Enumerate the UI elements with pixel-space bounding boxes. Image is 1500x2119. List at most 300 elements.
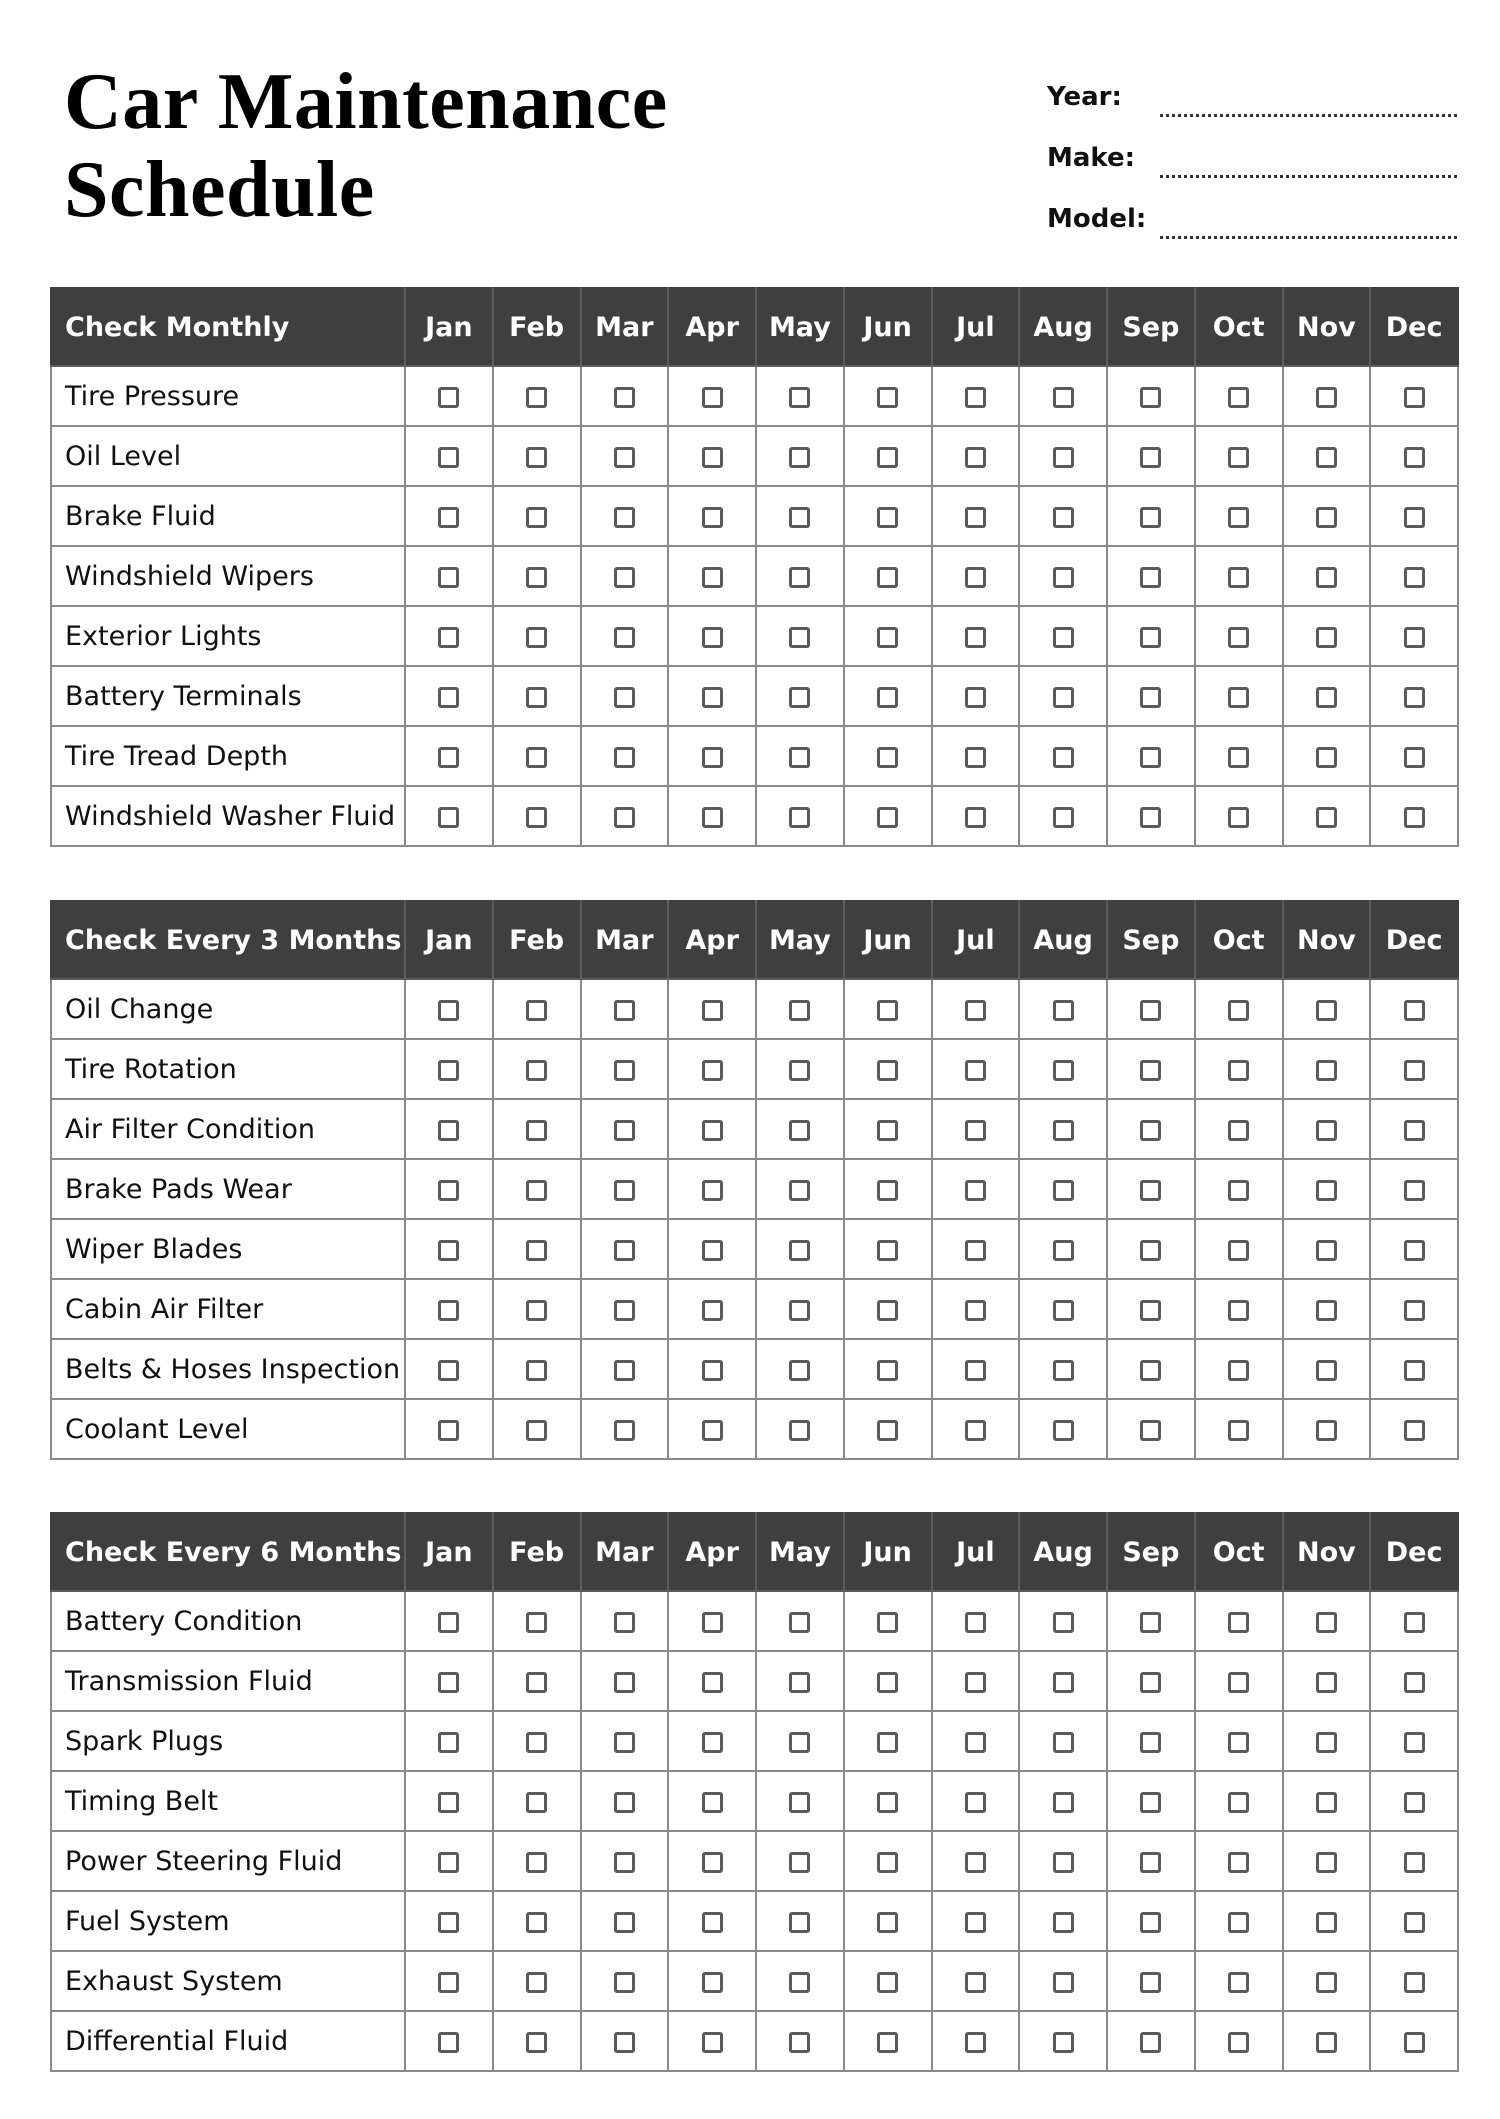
checkbox-oct[interactable] <box>1228 1180 1249 1201</box>
checkbox-aug[interactable] <box>1053 567 1074 588</box>
check-cell <box>668 486 756 546</box>
checkbox-aug[interactable] <box>1053 1360 1074 1381</box>
checkbox-mar[interactable] <box>614 447 635 468</box>
checkbox-jul[interactable] <box>965 1240 986 1261</box>
checkbox-feb[interactable] <box>526 387 547 408</box>
checkbox-jul[interactable] <box>965 1972 986 1993</box>
checkbox-nov[interactable] <box>1316 1972 1337 1993</box>
checkbox-jun[interactable] <box>877 1060 898 1081</box>
checkbox-feb[interactable] <box>526 567 547 588</box>
checkbox-dec[interactable] <box>1404 1972 1425 1993</box>
checkbox-jul[interactable] <box>965 507 986 528</box>
checkbox-sep[interactable] <box>1140 1612 1161 1633</box>
checkbox-jan[interactable] <box>438 627 459 648</box>
checkbox-mar[interactable] <box>614 807 635 828</box>
checkbox-nov[interactable] <box>1316 1120 1337 1141</box>
checkbox-sep[interactable] <box>1140 1120 1161 1141</box>
checkbox-jan[interactable] <box>438 1120 459 1141</box>
checkbox-apr[interactable] <box>702 1912 723 1933</box>
checkbox-jun[interactable] <box>877 1240 898 1261</box>
checkbox-apr[interactable] <box>702 1792 723 1813</box>
checkbox-dec[interactable] <box>1404 447 1425 468</box>
checkbox-jul[interactable] <box>965 747 986 768</box>
checkbox-jan[interactable] <box>438 1612 459 1633</box>
checkbox-sep[interactable] <box>1140 1300 1161 1321</box>
check-cell <box>1107 979 1195 1039</box>
checkbox-jun[interactable] <box>877 687 898 708</box>
make-input-line[interactable] <box>1160 175 1457 178</box>
checkbox-aug[interactable] <box>1053 1180 1074 1201</box>
checkbox-mar[interactable] <box>614 507 635 528</box>
checkbox-aug[interactable] <box>1053 687 1074 708</box>
checkbox-may[interactable] <box>789 1120 810 1141</box>
checkbox-oct[interactable] <box>1228 2032 1249 2053</box>
checkbox-jun[interactable] <box>877 2032 898 2053</box>
checkbox-dec[interactable] <box>1404 2032 1425 2053</box>
year-input-line[interactable] <box>1160 114 1457 117</box>
checkbox-dec[interactable] <box>1404 687 1425 708</box>
checkbox-sep[interactable] <box>1140 1792 1161 1813</box>
checkbox-jul[interactable] <box>965 1360 986 1381</box>
checkbox-feb[interactable] <box>526 1972 547 1993</box>
checkbox-jan[interactable] <box>438 1000 459 1021</box>
checkbox-nov[interactable] <box>1316 1300 1337 1321</box>
checkbox-jun[interactable] <box>877 387 898 408</box>
checkbox-dec[interactable] <box>1404 1060 1425 1081</box>
checkbox-jul[interactable] <box>965 1420 986 1441</box>
checkbox-jan[interactable] <box>438 1792 459 1813</box>
check-cell <box>1195 1039 1283 1099</box>
checkbox-jul[interactable] <box>965 1912 986 1933</box>
table-row <box>51 726 1458 786</box>
checkbox-feb[interactable] <box>526 1792 547 1813</box>
checkbox-jun[interactable] <box>877 1612 898 1633</box>
checkbox-aug[interactable] <box>1053 1000 1074 1021</box>
checkbox-feb[interactable] <box>526 507 547 528</box>
checkbox-may[interactable] <box>789 1912 810 1933</box>
checkbox-apr[interactable] <box>702 1180 723 1201</box>
checkbox-may[interactable] <box>789 1792 810 1813</box>
checkbox-jan[interactable] <box>438 747 459 768</box>
checkbox-mar[interactable] <box>614 687 635 708</box>
checkbox-apr[interactable] <box>702 1612 723 1633</box>
checkbox-nov[interactable] <box>1316 687 1337 708</box>
checkbox-dec[interactable] <box>1404 1240 1425 1261</box>
checkbox-dec[interactable] <box>1404 1792 1425 1813</box>
checkbox-nov[interactable] <box>1316 1060 1337 1081</box>
checkbox-aug[interactable] <box>1053 1732 1074 1753</box>
checkbox-aug[interactable] <box>1053 1672 1074 1693</box>
checkbox-aug[interactable] <box>1053 447 1074 468</box>
checkbox-oct[interactable] <box>1228 627 1249 648</box>
checkbox-jan[interactable] <box>438 1420 459 1441</box>
checkbox-nov[interactable] <box>1316 1180 1337 1201</box>
checkbox-aug[interactable] <box>1053 1420 1074 1441</box>
checkbox-sep[interactable] <box>1140 507 1161 528</box>
checkbox-may[interactable] <box>789 807 810 828</box>
checkbox-aug[interactable] <box>1053 747 1074 768</box>
checkbox-dec[interactable] <box>1404 507 1425 528</box>
checkbox-may[interactable] <box>789 747 810 768</box>
checkbox-oct[interactable] <box>1228 1972 1249 1993</box>
checkbox-jul[interactable] <box>965 1300 986 1321</box>
checkbox-jul[interactable] <box>965 1672 986 1693</box>
checkbox-mar[interactable] <box>614 387 635 408</box>
checkbox-aug[interactable] <box>1053 1060 1074 1081</box>
checkbox-sep[interactable] <box>1140 1180 1161 1201</box>
checkbox-sep[interactable] <box>1140 1000 1161 1021</box>
checkbox-oct[interactable] <box>1228 567 1249 588</box>
checkbox-jun[interactable] <box>877 567 898 588</box>
checkbox-dec[interactable] <box>1404 1732 1425 1753</box>
checkbox-feb[interactable] <box>526 1120 547 1141</box>
checkbox-sep[interactable] <box>1140 447 1161 468</box>
checkbox-feb[interactable] <box>526 447 547 468</box>
checkbox-jan[interactable] <box>438 1360 459 1381</box>
checkbox-dec[interactable] <box>1404 1912 1425 1933</box>
checkbox-aug[interactable] <box>1053 627 1074 648</box>
checkbox-oct[interactable] <box>1228 807 1249 828</box>
checkbox-sep[interactable] <box>1140 1912 1161 1933</box>
checkbox-apr[interactable] <box>702 1240 723 1261</box>
checkbox-jul[interactable] <box>965 1612 986 1633</box>
checkbox-oct[interactable] <box>1228 387 1249 408</box>
checkbox-aug[interactable] <box>1053 387 1074 408</box>
checkbox-mar[interactable] <box>614 1612 635 1633</box>
checkbox-may[interactable] <box>789 567 810 588</box>
checkbox-sep[interactable] <box>1140 747 1161 768</box>
checkbox-jun[interactable] <box>877 1972 898 1993</box>
checkbox-feb[interactable] <box>526 627 547 648</box>
checkbox-apr[interactable] <box>702 807 723 828</box>
checkbox-sep[interactable] <box>1140 1672 1161 1693</box>
checkbox-aug[interactable] <box>1053 1852 1074 1873</box>
checkbox-may[interactable] <box>789 1852 810 1873</box>
checkbox-dec[interactable] <box>1404 807 1425 828</box>
checkbox-jun[interactable] <box>877 1792 898 1813</box>
checkbox-jul[interactable] <box>965 1792 986 1813</box>
checkbox-sep[interactable] <box>1140 1060 1161 1081</box>
checkbox-mar[interactable] <box>614 1972 635 1993</box>
checkbox-mar[interactable] <box>614 1360 635 1381</box>
checkbox-mar[interactable] <box>614 1792 635 1813</box>
checkbox-oct[interactable] <box>1228 687 1249 708</box>
checkbox-nov[interactable] <box>1316 2032 1337 2053</box>
checkbox-oct[interactable] <box>1228 1300 1249 1321</box>
checkbox-dec[interactable] <box>1404 387 1425 408</box>
checkbox-nov[interactable] <box>1316 447 1337 468</box>
checkbox-aug[interactable] <box>1053 807 1074 828</box>
checkbox-aug[interactable] <box>1053 1240 1074 1261</box>
checkbox-nov[interactable] <box>1316 1612 1337 1633</box>
checkbox-oct[interactable] <box>1228 1240 1249 1261</box>
checkbox-apr[interactable] <box>702 1300 723 1321</box>
checkbox-dec[interactable] <box>1404 1360 1425 1381</box>
checkbox-oct[interactable] <box>1228 1792 1249 1813</box>
checkbox-mar[interactable] <box>614 1912 635 1933</box>
checkbox-mar[interactable] <box>614 1852 635 1873</box>
checkbox-apr[interactable] <box>702 1672 723 1693</box>
checkbox-may[interactable] <box>789 1732 810 1753</box>
checkbox-feb[interactable] <box>526 747 547 768</box>
checkbox-sep[interactable] <box>1140 807 1161 828</box>
checkbox-may[interactable] <box>789 1420 810 1441</box>
checkbox-dec[interactable] <box>1404 1612 1425 1633</box>
checkbox-nov[interactable] <box>1316 1360 1337 1381</box>
checkbox-oct[interactable] <box>1228 1732 1249 1753</box>
maintenance-item: Differential Fluid <box>51 2011 405 2071</box>
checkbox-mar[interactable] <box>614 1000 635 1021</box>
checkbox-nov[interactable] <box>1316 1420 1337 1441</box>
checkbox-feb[interactable] <box>526 1360 547 1381</box>
checkbox-feb[interactable] <box>526 1420 547 1441</box>
checkbox-jul[interactable] <box>965 1852 986 1873</box>
checkbox-jan[interactable] <box>438 1852 459 1873</box>
checkbox-may[interactable] <box>789 507 810 528</box>
checkbox-aug[interactable] <box>1053 1300 1074 1321</box>
checkbox-jan[interactable] <box>438 2032 459 2053</box>
checkbox-jun[interactable] <box>877 447 898 468</box>
checkbox-sep[interactable] <box>1140 627 1161 648</box>
checkbox-apr[interactable] <box>702 687 723 708</box>
checkbox-may[interactable] <box>789 687 810 708</box>
checkbox-feb[interactable] <box>526 1852 547 1873</box>
checkbox-oct[interactable] <box>1228 1060 1249 1081</box>
checkbox-oct[interactable] <box>1228 1672 1249 1693</box>
checkbox-aug[interactable] <box>1053 1120 1074 1141</box>
checkbox-apr[interactable] <box>702 1972 723 1993</box>
checkbox-mar[interactable] <box>614 747 635 768</box>
checkbox-jul[interactable] <box>965 447 986 468</box>
checkbox-apr[interactable] <box>702 1000 723 1021</box>
checkbox-mar[interactable] <box>614 1120 635 1141</box>
checkbox-apr[interactable] <box>702 1732 723 1753</box>
checkbox-jun[interactable] <box>877 1360 898 1381</box>
checkbox-jun[interactable] <box>877 1420 898 1441</box>
checkbox-sep[interactable] <box>1140 387 1161 408</box>
checkbox-oct[interactable] <box>1228 1120 1249 1141</box>
checkbox-jan[interactable] <box>438 807 459 828</box>
checkbox-sep[interactable] <box>1140 567 1161 588</box>
checkbox-may[interactable] <box>789 1672 810 1693</box>
checkbox-feb[interactable] <box>526 1060 547 1081</box>
checkbox-jan[interactable] <box>438 1060 459 1081</box>
checkbox-jun[interactable] <box>877 1300 898 1321</box>
checkbox-apr[interactable] <box>702 627 723 648</box>
checkbox-jun[interactable] <box>877 1912 898 1933</box>
checkbox-aug[interactable] <box>1053 1912 1074 1933</box>
checkbox-apr[interactable] <box>702 2032 723 2053</box>
checkbox-jul[interactable] <box>965 2032 986 2053</box>
checkbox-jul[interactable] <box>965 1000 986 1021</box>
checkbox-oct[interactable] <box>1228 747 1249 768</box>
checkbox-dec[interactable] <box>1404 1420 1425 1441</box>
checkbox-jul[interactable] <box>965 567 986 588</box>
checkbox-aug[interactable] <box>1053 1792 1074 1813</box>
checkbox-jan[interactable] <box>438 1180 459 1201</box>
checkbox-feb[interactable] <box>526 1000 547 1021</box>
checkbox-sep[interactable] <box>1140 2032 1161 2053</box>
checkbox-jan[interactable] <box>438 507 459 528</box>
checkbox-nov[interactable] <box>1316 1792 1337 1813</box>
checkbox-apr[interactable] <box>702 1060 723 1081</box>
checkbox-nov[interactable] <box>1316 387 1337 408</box>
checkbox-jul[interactable] <box>965 1732 986 1753</box>
checkbox-nov[interactable] <box>1316 1852 1337 1873</box>
checkbox-may[interactable] <box>789 387 810 408</box>
checkbox-oct[interactable] <box>1228 1420 1249 1441</box>
checkbox-jun[interactable] <box>877 1000 898 1021</box>
checkbox-jan[interactable] <box>438 1240 459 1261</box>
checkbox-aug[interactable] <box>1053 2032 1074 2053</box>
checkbox-apr[interactable] <box>702 1360 723 1381</box>
checkbox-aug[interactable] <box>1053 1612 1074 1633</box>
checkbox-may[interactable] <box>789 1240 810 1261</box>
checkbox-nov[interactable] <box>1316 1000 1337 1021</box>
checkbox-jan[interactable] <box>438 447 459 468</box>
checkbox-feb[interactable] <box>526 1180 547 1201</box>
checkbox-mar[interactable] <box>614 1732 635 1753</box>
checkbox-dec[interactable] <box>1404 1180 1425 1201</box>
checkbox-jul[interactable] <box>965 387 986 408</box>
checkbox-mar[interactable] <box>614 567 635 588</box>
checkbox-nov[interactable] <box>1316 807 1337 828</box>
checkbox-jul[interactable] <box>965 627 986 648</box>
checkbox-feb[interactable] <box>526 687 547 708</box>
checkbox-may[interactable] <box>789 2032 810 2053</box>
checkbox-feb[interactable] <box>526 1732 547 1753</box>
checkbox-dec[interactable] <box>1404 1852 1425 1873</box>
checkbox-may[interactable] <box>789 627 810 648</box>
checkbox-apr[interactable] <box>702 747 723 768</box>
checkbox-nov[interactable] <box>1316 1732 1337 1753</box>
checkbox-jul[interactable] <box>965 807 986 828</box>
checkbox-mar[interactable] <box>614 1420 635 1441</box>
checkbox-nov[interactable] <box>1316 567 1337 588</box>
checkbox-feb[interactable] <box>526 1240 547 1261</box>
checkbox-mar[interactable] <box>614 627 635 648</box>
checkbox-jan[interactable] <box>438 687 459 708</box>
checkbox-mar[interactable] <box>614 1300 635 1321</box>
checkbox-feb[interactable] <box>526 807 547 828</box>
checkbox-dec[interactable] <box>1404 627 1425 648</box>
checkbox-feb[interactable] <box>526 2032 547 2053</box>
checkbox-jun[interactable] <box>877 747 898 768</box>
checkbox-jan[interactable] <box>438 1672 459 1693</box>
checkbox-feb[interactable] <box>526 1300 547 1321</box>
checkbox-jun[interactable] <box>877 1852 898 1873</box>
checkbox-may[interactable] <box>789 1360 810 1381</box>
model-input-line[interactable] <box>1160 236 1457 239</box>
checkbox-jun[interactable] <box>877 1180 898 1201</box>
checkbox-jan[interactable] <box>438 1912 459 1933</box>
checkbox-jan[interactable] <box>438 567 459 588</box>
checkbox-sep[interactable] <box>1140 1852 1161 1873</box>
checkbox-feb[interactable] <box>526 1912 547 1933</box>
checkbox-may[interactable] <box>789 1612 810 1633</box>
checkbox-oct[interactable] <box>1228 447 1249 468</box>
checkbox-apr[interactable] <box>702 1120 723 1141</box>
checkbox-aug[interactable] <box>1053 507 1074 528</box>
checkbox-apr[interactable] <box>702 507 723 528</box>
checkbox-nov[interactable] <box>1316 1912 1337 1933</box>
check-cell <box>1107 486 1195 546</box>
checkbox-sep[interactable] <box>1140 1420 1161 1441</box>
check-cell <box>932 1039 1020 1099</box>
checkbox-apr[interactable] <box>702 1420 723 1441</box>
checkbox-mar[interactable] <box>614 1060 635 1081</box>
checkbox-dec[interactable] <box>1404 1672 1425 1693</box>
checkbox-dec[interactable] <box>1404 1300 1425 1321</box>
checkbox-apr[interactable] <box>702 387 723 408</box>
checkbox-jun[interactable] <box>877 507 898 528</box>
checkbox-oct[interactable] <box>1228 1360 1249 1381</box>
checkbox-oct[interactable] <box>1228 1852 1249 1873</box>
checkbox-oct[interactable] <box>1228 1912 1249 1933</box>
checkbox-dec[interactable] <box>1404 1000 1425 1021</box>
checkbox-apr[interactable] <box>702 447 723 468</box>
checkbox-nov[interactable] <box>1316 627 1337 648</box>
checkbox-jan[interactable] <box>438 387 459 408</box>
checkbox-sep[interactable] <box>1140 687 1161 708</box>
checkbox-mar[interactable] <box>614 1180 635 1201</box>
checkbox-may[interactable] <box>789 447 810 468</box>
checkbox-oct[interactable] <box>1228 1612 1249 1633</box>
check-cell <box>844 786 932 846</box>
checkbox-nov[interactable] <box>1316 1240 1337 1261</box>
checkbox-oct[interactable] <box>1228 1000 1249 1021</box>
checkbox-mar[interactable] <box>614 1672 635 1693</box>
checkbox-jan[interactable] <box>438 1732 459 1753</box>
checkbox-jan[interactable] <box>438 1972 459 1993</box>
checkbox-may[interactable] <box>789 1300 810 1321</box>
checkbox-feb[interactable] <box>526 1672 547 1693</box>
checkbox-jun[interactable] <box>877 627 898 648</box>
checkbox-sep[interactable] <box>1140 1240 1161 1261</box>
checkbox-nov[interactable] <box>1316 507 1337 528</box>
checkbox-may[interactable] <box>789 1180 810 1201</box>
checkbox-jul[interactable] <box>965 1180 986 1201</box>
checkbox-mar[interactable] <box>614 1240 635 1261</box>
checkbox-nov[interactable] <box>1316 747 1337 768</box>
checkbox-feb[interactable] <box>526 1612 547 1633</box>
checkbox-apr[interactable] <box>702 1852 723 1873</box>
checkbox-may[interactable] <box>789 1000 810 1021</box>
checkbox-dec[interactable] <box>1404 567 1425 588</box>
checkbox-jul[interactable] <box>965 1120 986 1141</box>
checkbox-mar[interactable] <box>614 2032 635 2053</box>
checkbox-sep[interactable] <box>1140 1360 1161 1381</box>
checkbox-jul[interactable] <box>965 687 986 708</box>
checkbox-sep[interactable] <box>1140 1732 1161 1753</box>
checkbox-nov[interactable] <box>1316 1672 1337 1693</box>
checkbox-aug[interactable] <box>1053 1972 1074 1993</box>
checkbox-jun[interactable] <box>877 1672 898 1693</box>
checkbox-jun[interactable] <box>877 1120 898 1141</box>
checkbox-jun[interactable] <box>877 1732 898 1753</box>
check-cell <box>581 666 669 726</box>
checkbox-jun[interactable] <box>877 807 898 828</box>
checkbox-sep[interactable] <box>1140 1972 1161 1993</box>
checkbox-may[interactable] <box>789 1060 810 1081</box>
checkbox-apr[interactable] <box>702 567 723 588</box>
checkbox-jan[interactable] <box>438 1300 459 1321</box>
checkbox-may[interactable] <box>789 1972 810 1993</box>
checkbox-jul[interactable] <box>965 1060 986 1081</box>
checkbox-oct[interactable] <box>1228 507 1249 528</box>
checkbox-dec[interactable] <box>1404 1120 1425 1141</box>
checkbox-dec[interactable] <box>1404 747 1425 768</box>
